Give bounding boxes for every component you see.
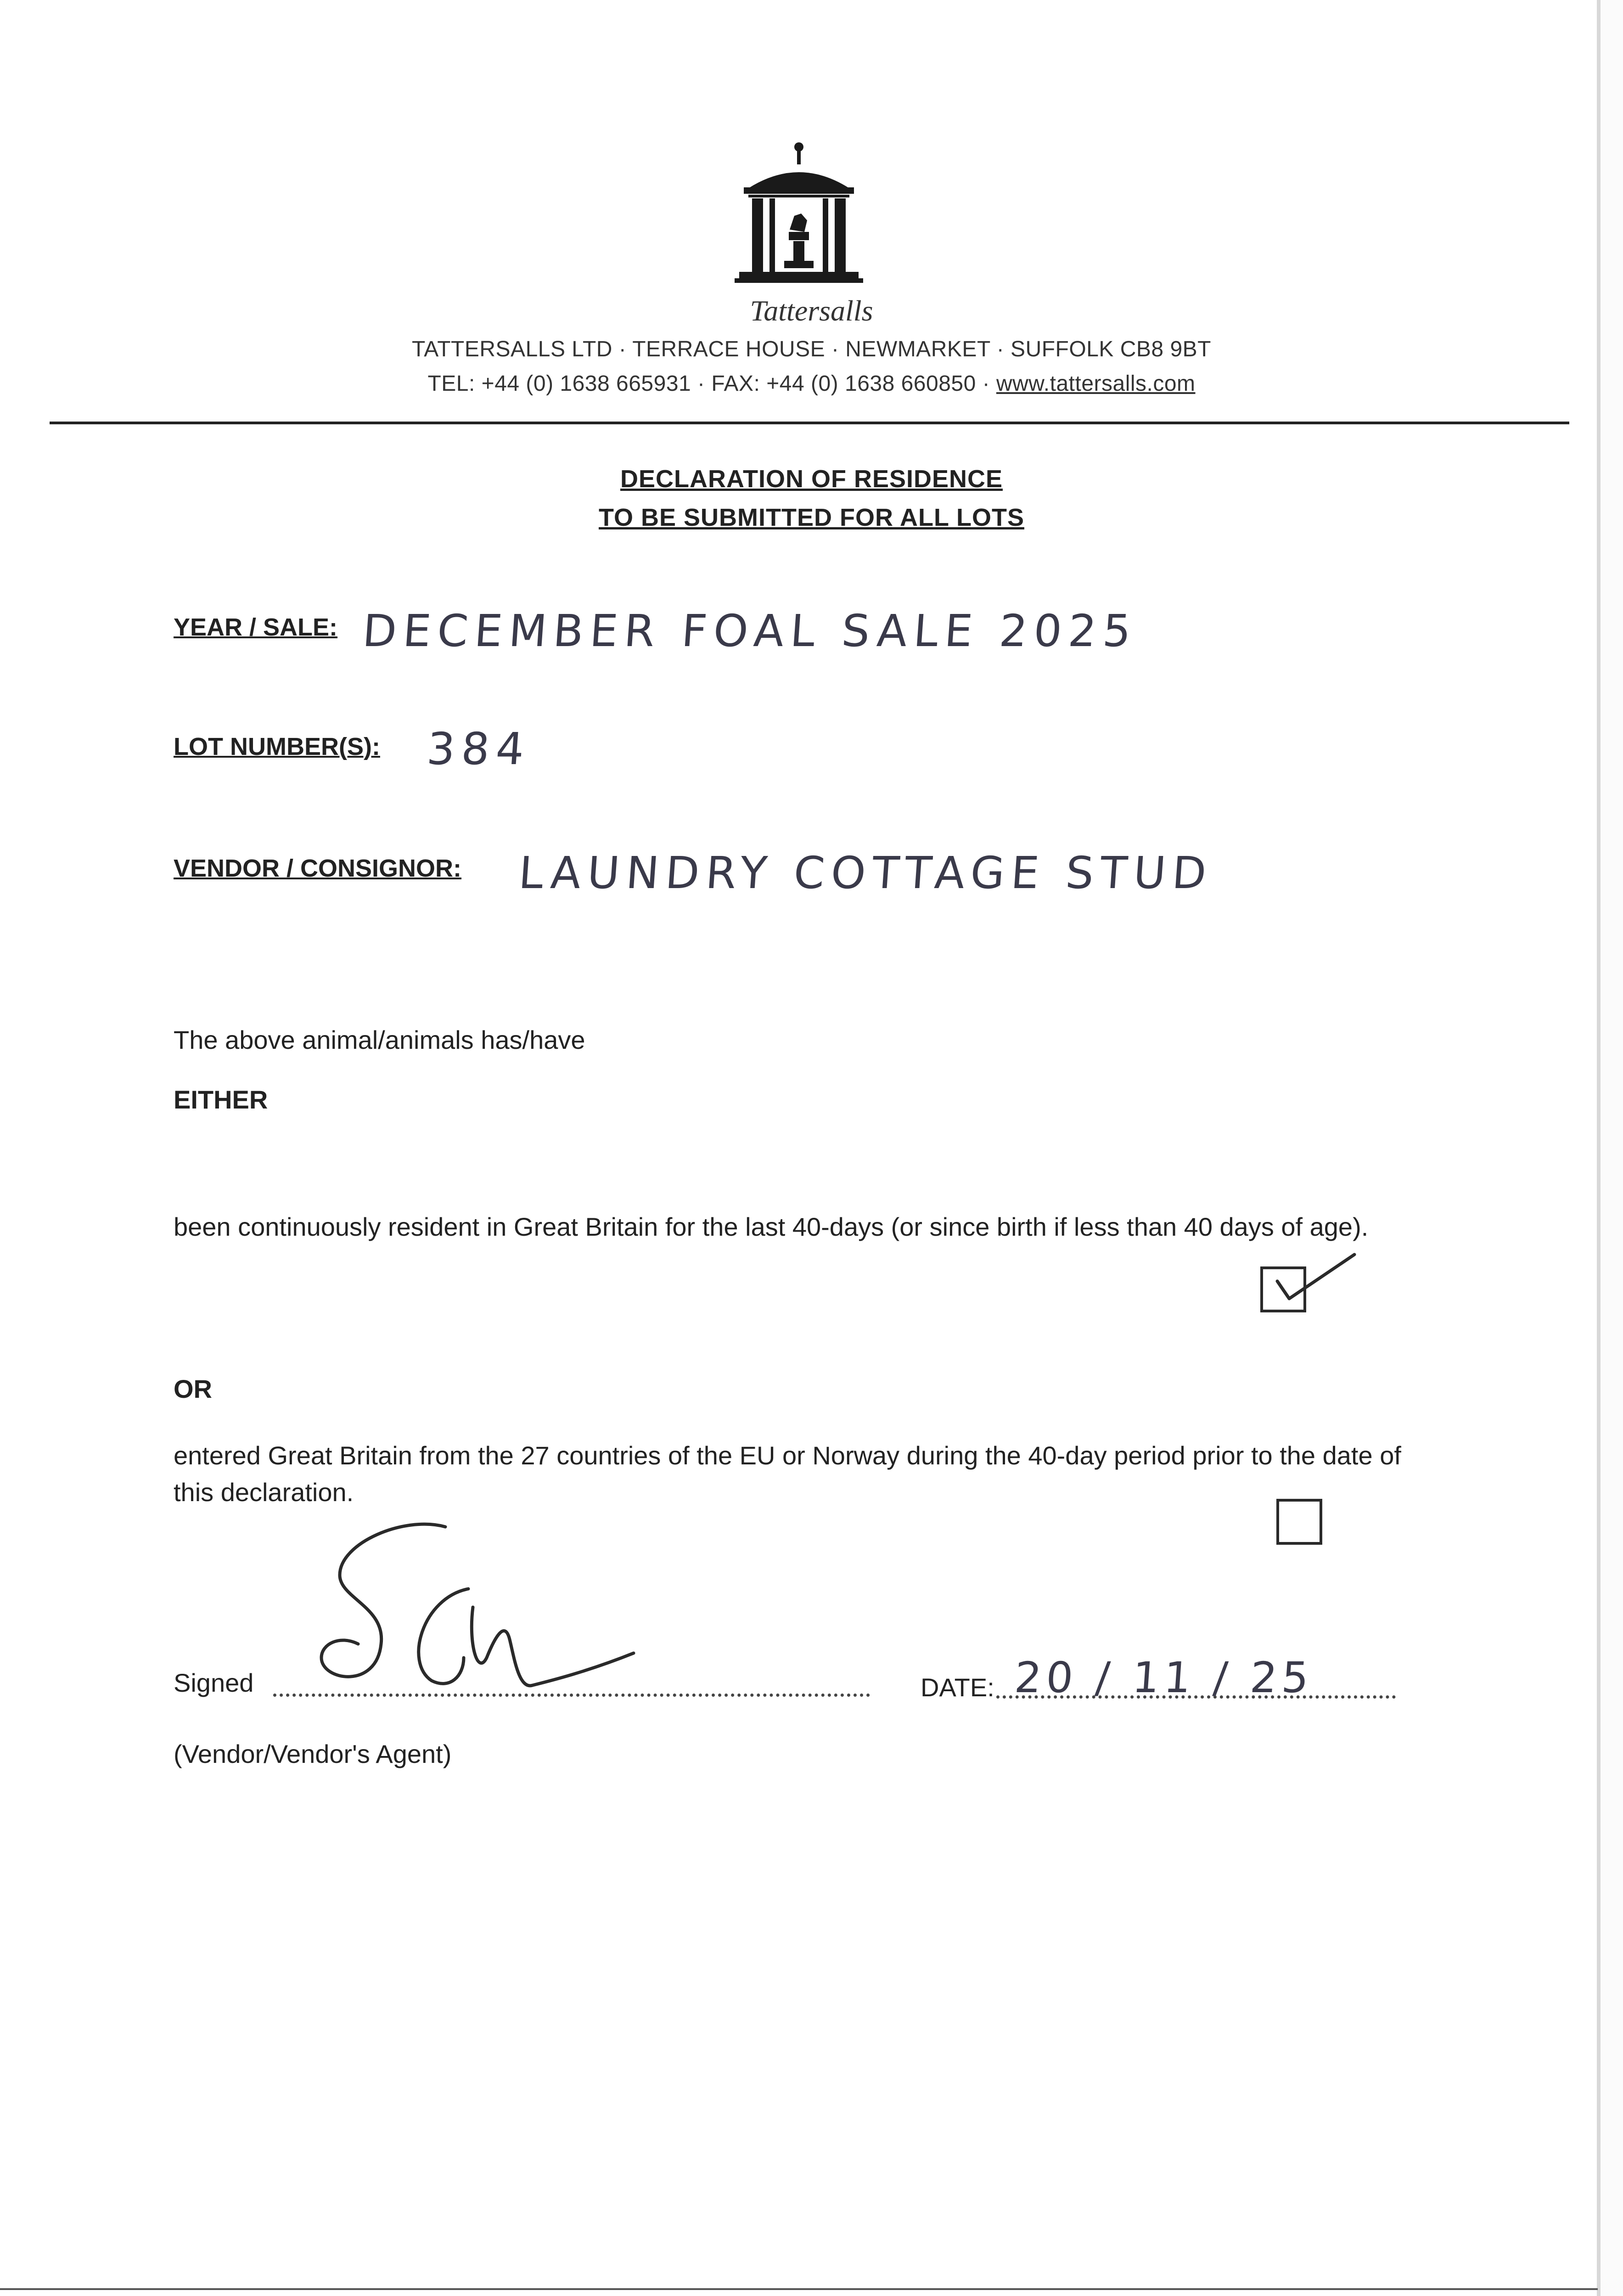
vendor-value[interactable]: LAUNDRY COTTAGE STUD [517, 847, 1215, 899]
year-sale-label: YEAR / SALE: [174, 613, 338, 641]
company-contact [0, 371, 1623, 396]
header-divider [50, 422, 1569, 424]
intro-text: The above animal/animals has/have [174, 1025, 585, 1054]
signature-line[interactable] [273, 1694, 870, 1697]
lot-number-label: LOT NUMBER(S): [174, 733, 380, 760]
document-title: DECLARATION OF RESIDENCE [620, 465, 1003, 493]
date-label: DATE: [921, 1673, 994, 1702]
lot-number-value[interactable]: 384 [425, 723, 533, 775]
vendor-agent-label: (Vendor/Vendor's Agent) [174, 1739, 452, 1768]
footer-divider [0, 2288, 1598, 2290]
brand-name: Tattersalls [750, 294, 873, 327]
signed-label: Signed [174, 1668, 254, 1697]
tattersalls-logo-icon [725, 138, 872, 294]
contact-phone-fax: TEL: +44 (0) 1638 665931 · FAX: +44 (0) 1638 660850 · [427, 371, 996, 396]
either-heading: EITHER [174, 1085, 268, 1114]
checkmark-icon [1267, 1249, 1359, 1318]
handwritten-signature-icon [312, 1506, 680, 1736]
date-value[interactable]: 20 / 11 / 25 [1013, 1653, 1315, 1702]
document-subtitle: TO BE SUBMITTED FOR ALL LOTS [599, 504, 1024, 531]
option-resident-text: been continuously resident in Great Britain for the last 40-days (or since birth if less than 40 days of age). [174, 1212, 1369, 1241]
company-address: TATTERSALLS LTD · TERRACE HOUSE · NEWMARKET · SUFFOLK CB8 9BT [412, 337, 1211, 361]
option-entered-checkbox[interactable] [1276, 1499, 1322, 1545]
year-sale-value[interactable]: DECEMBER FOAL SALE 2025 [361, 605, 1139, 657]
option-entered-text: entered Great Britain from the 27 countries of the EU or Norway during the 40-day period prior to the date of this declaration. [174, 1441, 1401, 1507]
vendor-label: VENDOR / CONSIGNOR: [174, 855, 462, 882]
website-link[interactable]: www.tattersalls.com [996, 371, 1196, 396]
or-heading: OR [174, 1374, 212, 1403]
